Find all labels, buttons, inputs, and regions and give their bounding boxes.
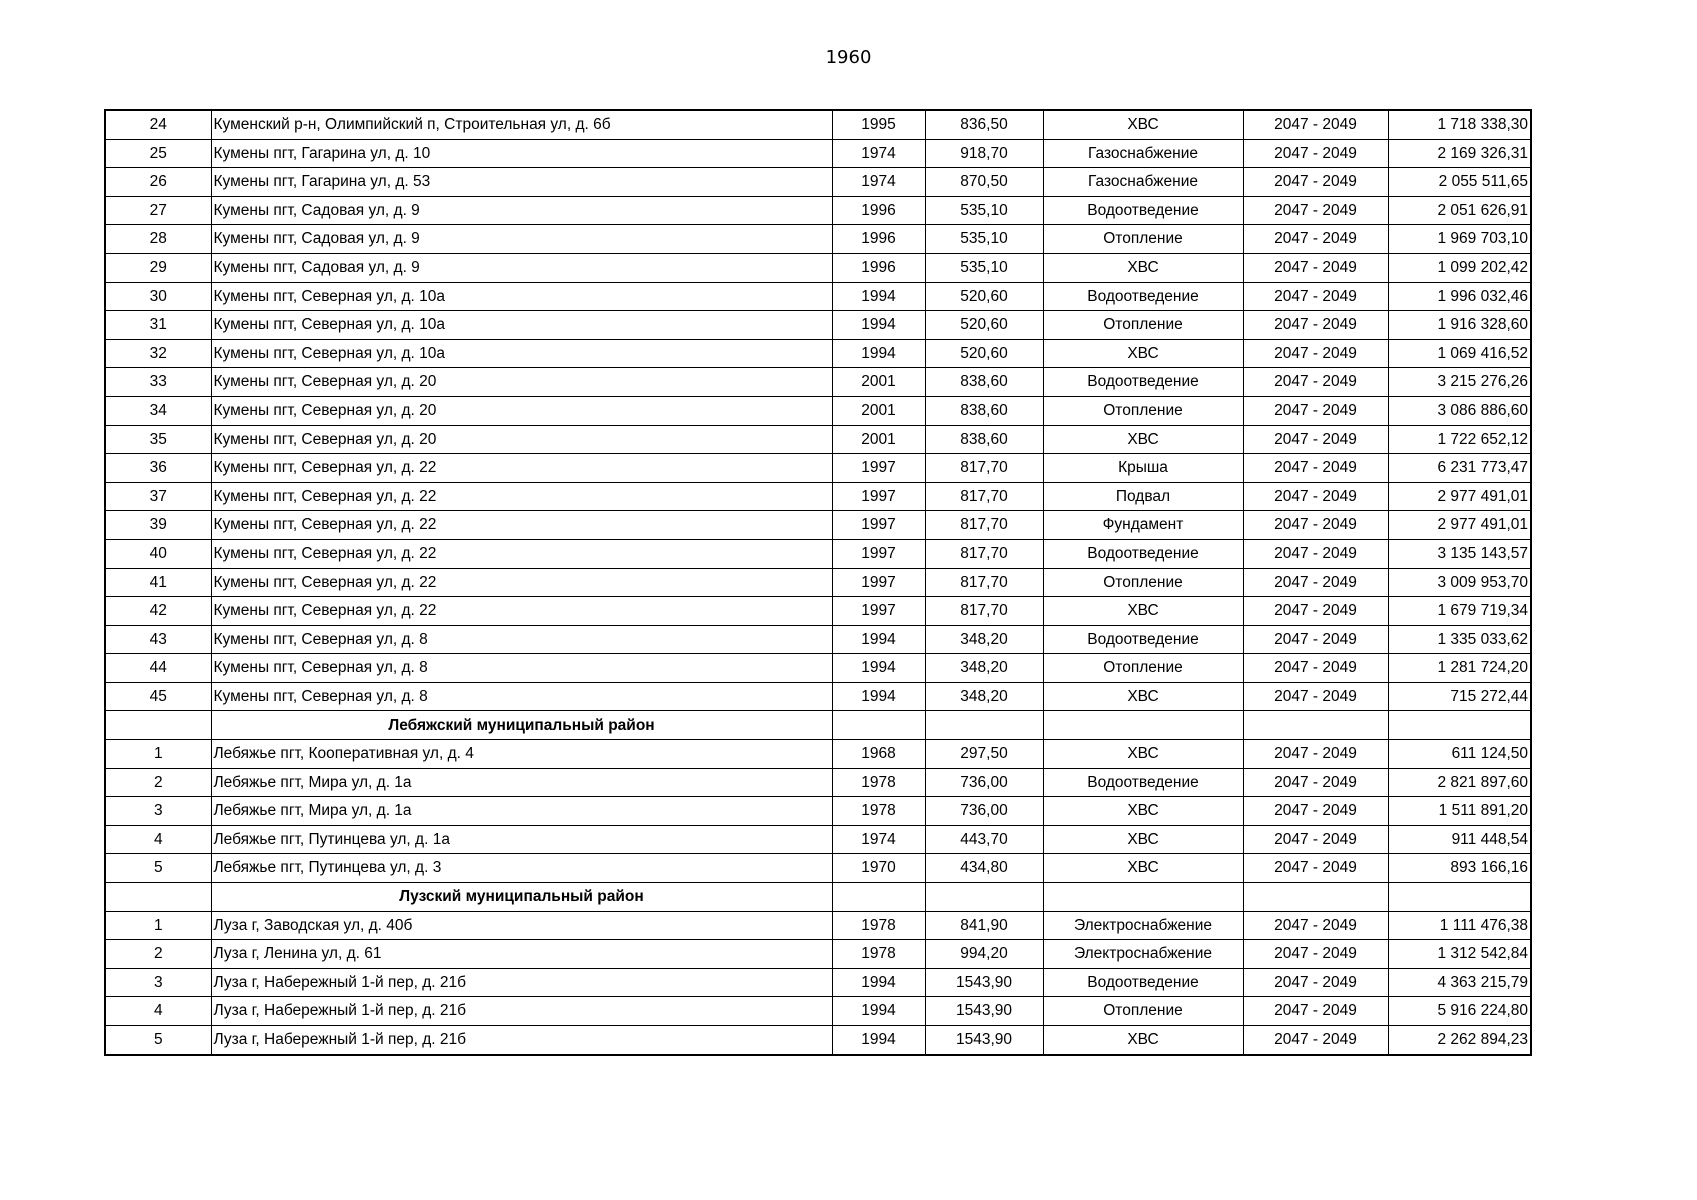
cell-number: 2: [105, 768, 211, 797]
cell-number: 25: [105, 139, 211, 168]
cell-area: 817,70: [925, 568, 1043, 597]
cell-year-built: 2001: [832, 368, 925, 397]
cell-address: Лебяжье пгт, Путинцева ул, д. 1а: [211, 825, 832, 854]
table-row: [105, 511, 1531, 540]
cell-period: 2047 - 2049: [1243, 511, 1388, 540]
cell-number: 43: [105, 625, 211, 654]
empty-cell: [105, 711, 211, 740]
cell-work-type: ХВС: [1043, 1026, 1243, 1055]
table-row: [105, 368, 1531, 397]
cell-period: 2047 - 2049: [1243, 482, 1388, 511]
cell-address: Кумены пгт, Северная ул, д. 8: [211, 625, 832, 654]
cell-year-built: 1974: [832, 168, 925, 197]
cell-cost: 1 718 338,30: [1388, 110, 1531, 139]
cell-address: Кумены пгт, Гагарина ул, д. 53: [211, 168, 832, 197]
cell-period: 2047 - 2049: [1243, 654, 1388, 683]
cell-number: 41: [105, 568, 211, 597]
cell-address: Кумены пгт, Северная ул, д. 10а: [211, 339, 832, 368]
cell-year-built: 1994: [832, 654, 925, 683]
cell-year-built: 1997: [832, 511, 925, 540]
table-row: [105, 682, 1531, 711]
cell-number: 1: [105, 911, 211, 940]
cell-work-type: ХВС: [1043, 110, 1243, 139]
cell-address: Кумены пгт, Северная ул, д. 22: [211, 511, 832, 540]
cell-work-type: Водоотведение: [1043, 196, 1243, 225]
table-body: [105, 110, 1531, 1055]
table-row: [105, 311, 1531, 340]
cell-year-built: 1996: [832, 225, 925, 254]
cell-number: 35: [105, 425, 211, 454]
cell-year-built: 1974: [832, 825, 925, 854]
cell-cost: 1 111 476,38: [1388, 911, 1531, 940]
cell-cost: 1 069 416,52: [1388, 339, 1531, 368]
cell-period: 2047 - 2049: [1243, 1026, 1388, 1055]
cell-address: Лебяжье пгт, Путинцева ул, д. 3: [211, 854, 832, 883]
table-row: [105, 225, 1531, 254]
section-header-row: [105, 711, 1531, 740]
cell-cost: 1 511 891,20: [1388, 797, 1531, 826]
cell-cost: 3 135 143,57: [1388, 539, 1531, 568]
cell-period: 2047 - 2049: [1243, 454, 1388, 483]
cell-area: 838,60: [925, 425, 1043, 454]
table-row: [105, 139, 1531, 168]
table-row: [105, 597, 1531, 626]
cell-area: 841,90: [925, 911, 1043, 940]
cell-year-built: 1997: [832, 454, 925, 483]
cell-address: Луза г, Ленина ул, д. 61: [211, 940, 832, 969]
cell-period: 2047 - 2049: [1243, 139, 1388, 168]
cell-area: 870,50: [925, 168, 1043, 197]
cell-period: 2047 - 2049: [1243, 911, 1388, 940]
cell-area: 297,50: [925, 740, 1043, 769]
cell-address: Луза г, Заводская ул, д. 40б: [211, 911, 832, 940]
cell-cost: 1 281 724,20: [1388, 654, 1531, 683]
cell-work-type: Отопление: [1043, 568, 1243, 597]
cell-cost: 3 009 953,70: [1388, 568, 1531, 597]
cell-area: 1543,90: [925, 997, 1043, 1026]
cell-cost: 2 055 511,65: [1388, 168, 1531, 197]
cell-period: 2047 - 2049: [1243, 997, 1388, 1026]
cell-number: 5: [105, 854, 211, 883]
cell-work-type: ХВС: [1043, 797, 1243, 826]
table-row: [105, 339, 1531, 368]
cell-cost: 3 086 886,60: [1388, 396, 1531, 425]
cell-address: Кумены пгт, Северная ул, д. 22: [211, 539, 832, 568]
cell-work-type: Отопление: [1043, 396, 1243, 425]
cell-year-built: 1994: [832, 968, 925, 997]
table-row: [105, 768, 1531, 797]
cell-address: Кумены пгт, Садовая ул, д. 9: [211, 253, 832, 282]
cell-number: 3: [105, 797, 211, 826]
cell-period: 2047 - 2049: [1243, 768, 1388, 797]
cell-year-built: 1978: [832, 911, 925, 940]
cell-area: 348,20: [925, 682, 1043, 711]
cell-cost: 2 821 897,60: [1388, 768, 1531, 797]
cell-year-built: 1994: [832, 311, 925, 340]
cell-address: Кумены пгт, Северная ул, д. 22: [211, 597, 832, 626]
cell-period: 2047 - 2049: [1243, 797, 1388, 826]
cell-cost: 3 215 276,26: [1388, 368, 1531, 397]
cell-work-type: ХВС: [1043, 425, 1243, 454]
table-row: [105, 425, 1531, 454]
cell-address: Луза г, Набережный 1-й пер, д. 21б: [211, 968, 832, 997]
cell-cost: 611 124,50: [1388, 740, 1531, 769]
cell-period: 2047 - 2049: [1243, 940, 1388, 969]
cell-period: 2047 - 2049: [1243, 311, 1388, 340]
table-row: [105, 1026, 1531, 1055]
cell-work-type: Крыша: [1043, 454, 1243, 483]
cell-work-type: Водоотведение: [1043, 768, 1243, 797]
cell-area: 520,60: [925, 311, 1043, 340]
cell-address: Кумены пгт, Садовая ул, д. 9: [211, 196, 832, 225]
cell-number: 27: [105, 196, 211, 225]
cell-work-type: ХВС: [1043, 825, 1243, 854]
cell-number: 44: [105, 654, 211, 683]
cell-cost: 715 272,44: [1388, 682, 1531, 711]
cell-work-type: ХВС: [1043, 253, 1243, 282]
cell-area: 836,50: [925, 110, 1043, 139]
cell-year-built: 1970: [832, 854, 925, 883]
cell-period: 2047 - 2049: [1243, 425, 1388, 454]
cell-area: 817,70: [925, 597, 1043, 626]
cell-cost: 4 363 215,79: [1388, 968, 1531, 997]
cell-year-built: 1968: [832, 740, 925, 769]
cell-work-type: ХВС: [1043, 854, 1243, 883]
cell-address: Кумены пгт, Северная ул, д. 20: [211, 368, 832, 397]
cell-period: 2047 - 2049: [1243, 682, 1388, 711]
cell-cost: 1 679 719,34: [1388, 597, 1531, 626]
cell-cost: 6 231 773,47: [1388, 454, 1531, 483]
table-row: [105, 797, 1531, 826]
table-row: [105, 740, 1531, 769]
cell-work-type: Отопление: [1043, 997, 1243, 1026]
cell-year-built: 1997: [832, 597, 925, 626]
cell-address: Кумены пгт, Северная ул, д. 10а: [211, 282, 832, 311]
table-row: [105, 911, 1531, 940]
cell-address: Куменский р-н, Олимпийский п, Строительная ул, д. 6б: [211, 110, 832, 139]
cell-number: 24: [105, 110, 211, 139]
cell-year-built: 2001: [832, 396, 925, 425]
cell-area: 535,10: [925, 225, 1043, 254]
cell-area: 838,60: [925, 368, 1043, 397]
table-row: [105, 568, 1531, 597]
cell-work-type: ХВС: [1043, 597, 1243, 626]
cell-number: 36: [105, 454, 211, 483]
empty-cell: [105, 883, 211, 912]
cell-cost: 1 335 033,62: [1388, 625, 1531, 654]
cell-work-type: ХВС: [1043, 740, 1243, 769]
cell-period: 2047 - 2049: [1243, 539, 1388, 568]
cell-work-type: Электроснабжение: [1043, 911, 1243, 940]
cell-area: 1543,90: [925, 968, 1043, 997]
empty-cell: [925, 883, 1043, 912]
cell-area: 520,60: [925, 339, 1043, 368]
cell-number: 4: [105, 997, 211, 1026]
cell-year-built: 1996: [832, 196, 925, 225]
cell-address: Кумены пгт, Северная ул, д. 20: [211, 396, 832, 425]
cell-cost: 1 722 652,12: [1388, 425, 1531, 454]
cell-period: 2047 - 2049: [1243, 282, 1388, 311]
cell-area: 838,60: [925, 396, 1043, 425]
cell-area: 535,10: [925, 196, 1043, 225]
cell-address: Лебяжье пгт, Мира ул, д. 1а: [211, 768, 832, 797]
cell-period: 2047 - 2049: [1243, 740, 1388, 769]
cell-work-type: ХВС: [1043, 339, 1243, 368]
cell-area: 736,00: [925, 768, 1043, 797]
cell-period: 2047 - 2049: [1243, 339, 1388, 368]
cell-number: 30: [105, 282, 211, 311]
cell-cost: 2 977 491,01: [1388, 511, 1531, 540]
cell-year-built: 1978: [832, 940, 925, 969]
table-row: [105, 253, 1531, 282]
cell-work-type: Фундамент: [1043, 511, 1243, 540]
cell-work-type: ХВС: [1043, 682, 1243, 711]
empty-cell: [1043, 711, 1243, 740]
table-row: [105, 482, 1531, 511]
cell-period: 2047 - 2049: [1243, 168, 1388, 197]
section-title: Лебяжский муниципальный район: [211, 711, 832, 740]
cell-year-built: 1994: [832, 625, 925, 654]
cell-period: 2047 - 2049: [1243, 253, 1388, 282]
table-row: [105, 168, 1531, 197]
cell-number: 29: [105, 253, 211, 282]
cell-address: Кумены пгт, Северная ул, д. 10а: [211, 311, 832, 340]
cell-period: 2047 - 2049: [1243, 625, 1388, 654]
cell-address: Лебяжье пгт, Мира ул, д. 1а: [211, 797, 832, 826]
cell-area: 817,70: [925, 539, 1043, 568]
cell-year-built: 1996: [832, 253, 925, 282]
table-row: [105, 654, 1531, 683]
cell-address: Кумены пгт, Северная ул, д. 20: [211, 425, 832, 454]
cell-address: Кумены пгт, Гагарина ул, д. 10: [211, 139, 832, 168]
cell-area: 736,00: [925, 797, 1043, 826]
cell-year-built: 1978: [832, 797, 925, 826]
cell-address: Луза г, Набережный 1-й пер, д. 21б: [211, 997, 832, 1026]
cell-year-built: 1974: [832, 139, 925, 168]
cell-number: 45: [105, 682, 211, 711]
cell-address: Кумены пгт, Северная ул, д. 22: [211, 454, 832, 483]
cell-year-built: 1994: [832, 997, 925, 1026]
cell-area: 817,70: [925, 511, 1043, 540]
cell-number: 37: [105, 482, 211, 511]
cell-number: 40: [105, 539, 211, 568]
table-row: [105, 940, 1531, 969]
cell-number: 3: [105, 968, 211, 997]
table-row: [105, 539, 1531, 568]
cell-address: Кумены пгт, Северная ул, д. 22: [211, 482, 832, 511]
cell-number: 34: [105, 396, 211, 425]
cell-number: 26: [105, 168, 211, 197]
cell-cost: 1 969 703,10: [1388, 225, 1531, 254]
cell-year-built: 1994: [832, 339, 925, 368]
cell-cost: 1 312 542,84: [1388, 940, 1531, 969]
cell-work-type: Водоотведение: [1043, 282, 1243, 311]
cell-period: 2047 - 2049: [1243, 968, 1388, 997]
empty-cell: [1243, 883, 1388, 912]
cell-area: 994,20: [925, 940, 1043, 969]
cell-year-built: 1994: [832, 1026, 925, 1055]
cell-year-built: 1997: [832, 539, 925, 568]
cell-work-type: Водоотведение: [1043, 625, 1243, 654]
cell-address: Кумены пгт, Садовая ул, д. 9: [211, 225, 832, 254]
repair-schedule-table: [104, 109, 1532, 1056]
table-row: [105, 625, 1531, 654]
cell-area: 520,60: [925, 282, 1043, 311]
cell-work-type: Водоотведение: [1043, 368, 1243, 397]
section-header-row: [105, 883, 1531, 912]
cell-area: 434,80: [925, 854, 1043, 883]
cell-area: 1543,90: [925, 1026, 1043, 1055]
table-row: [105, 110, 1531, 139]
cell-number: 33: [105, 368, 211, 397]
cell-area: 535,10: [925, 253, 1043, 282]
cell-cost: 1 996 032,46: [1388, 282, 1531, 311]
cell-address: Лебяжье пгт, Кооперативная ул, д. 4: [211, 740, 832, 769]
cell-cost: 2 977 491,01: [1388, 482, 1531, 511]
table-row: [105, 396, 1531, 425]
cell-number: 1: [105, 740, 211, 769]
cell-cost: 5 916 224,80: [1388, 997, 1531, 1026]
cell-area: 443,70: [925, 825, 1043, 854]
cell-address: Кумены пгт, Северная ул, д. 22: [211, 568, 832, 597]
cell-area: 918,70: [925, 139, 1043, 168]
cell-work-type: Водоотведение: [1043, 539, 1243, 568]
cell-number: 5: [105, 1026, 211, 1055]
section-title: Лузский муниципальный район: [211, 883, 832, 912]
page-number: 1960: [825, 47, 872, 68]
cell-work-type: Газоснабжение: [1043, 139, 1243, 168]
cell-cost: 911 448,54: [1388, 825, 1531, 854]
empty-cell: [1243, 711, 1388, 740]
empty-cell: [1388, 711, 1531, 740]
empty-cell: [925, 711, 1043, 740]
cell-address: Кумены пгт, Северная ул, д. 8: [211, 654, 832, 683]
cell-year-built: 1994: [832, 682, 925, 711]
cell-work-type: Отопление: [1043, 311, 1243, 340]
cell-area: 817,70: [925, 454, 1043, 483]
cell-area: 348,20: [925, 654, 1043, 683]
empty-cell: [832, 711, 925, 740]
cell-address: Луза г, Набережный 1-й пер, д. 21б: [211, 1026, 832, 1055]
cell-number: 31: [105, 311, 211, 340]
empty-cell: [1043, 883, 1243, 912]
cell-cost: 1 099 202,42: [1388, 253, 1531, 282]
cell-period: 2047 - 2049: [1243, 110, 1388, 139]
cell-year-built: 2001: [832, 425, 925, 454]
cell-cost: 2 051 626,91: [1388, 196, 1531, 225]
table-row: [105, 854, 1531, 883]
cell-work-type: Отопление: [1043, 225, 1243, 254]
cell-period: 2047 - 2049: [1243, 825, 1388, 854]
cell-period: 2047 - 2049: [1243, 854, 1388, 883]
empty-cell: [832, 883, 925, 912]
cell-period: 2047 - 2049: [1243, 368, 1388, 397]
cell-year-built: 1978: [832, 768, 925, 797]
cell-work-type: Отопление: [1043, 654, 1243, 683]
cell-work-type: Газоснабжение: [1043, 168, 1243, 197]
cell-area: 817,70: [925, 482, 1043, 511]
table-row: [105, 196, 1531, 225]
cell-work-type: Водоотведение: [1043, 968, 1243, 997]
cell-cost: 893 166,16: [1388, 854, 1531, 883]
cell-number: 2: [105, 940, 211, 969]
table-row: [105, 282, 1531, 311]
cell-year-built: 1997: [832, 482, 925, 511]
table-row: [105, 825, 1531, 854]
cell-year-built: 1997: [832, 568, 925, 597]
cell-number: 28: [105, 225, 211, 254]
table-row: [105, 997, 1531, 1026]
cell-period: 2047 - 2049: [1243, 597, 1388, 626]
cell-work-type: Электроснабжение: [1043, 940, 1243, 969]
cell-cost: 1 916 328,60: [1388, 311, 1531, 340]
cell-address: Кумены пгт, Северная ул, д. 8: [211, 682, 832, 711]
table-row: [105, 968, 1531, 997]
cell-period: 2047 - 2049: [1243, 225, 1388, 254]
cell-work-type: Подвал: [1043, 482, 1243, 511]
empty-cell: [1388, 883, 1531, 912]
cell-number: 42: [105, 597, 211, 626]
cell-period: 2047 - 2049: [1243, 568, 1388, 597]
cell-number: 32: [105, 339, 211, 368]
cell-period: 2047 - 2049: [1243, 396, 1388, 425]
cell-year-built: 1995: [832, 110, 925, 139]
cell-area: 348,20: [925, 625, 1043, 654]
cell-year-built: 1994: [832, 282, 925, 311]
cell-cost: 2 262 894,23: [1388, 1026, 1531, 1055]
cell-number: 4: [105, 825, 211, 854]
table-row: [105, 454, 1531, 483]
cell-number: 39: [105, 511, 211, 540]
cell-period: 2047 - 2049: [1243, 196, 1388, 225]
cell-cost: 2 169 326,31: [1388, 139, 1531, 168]
